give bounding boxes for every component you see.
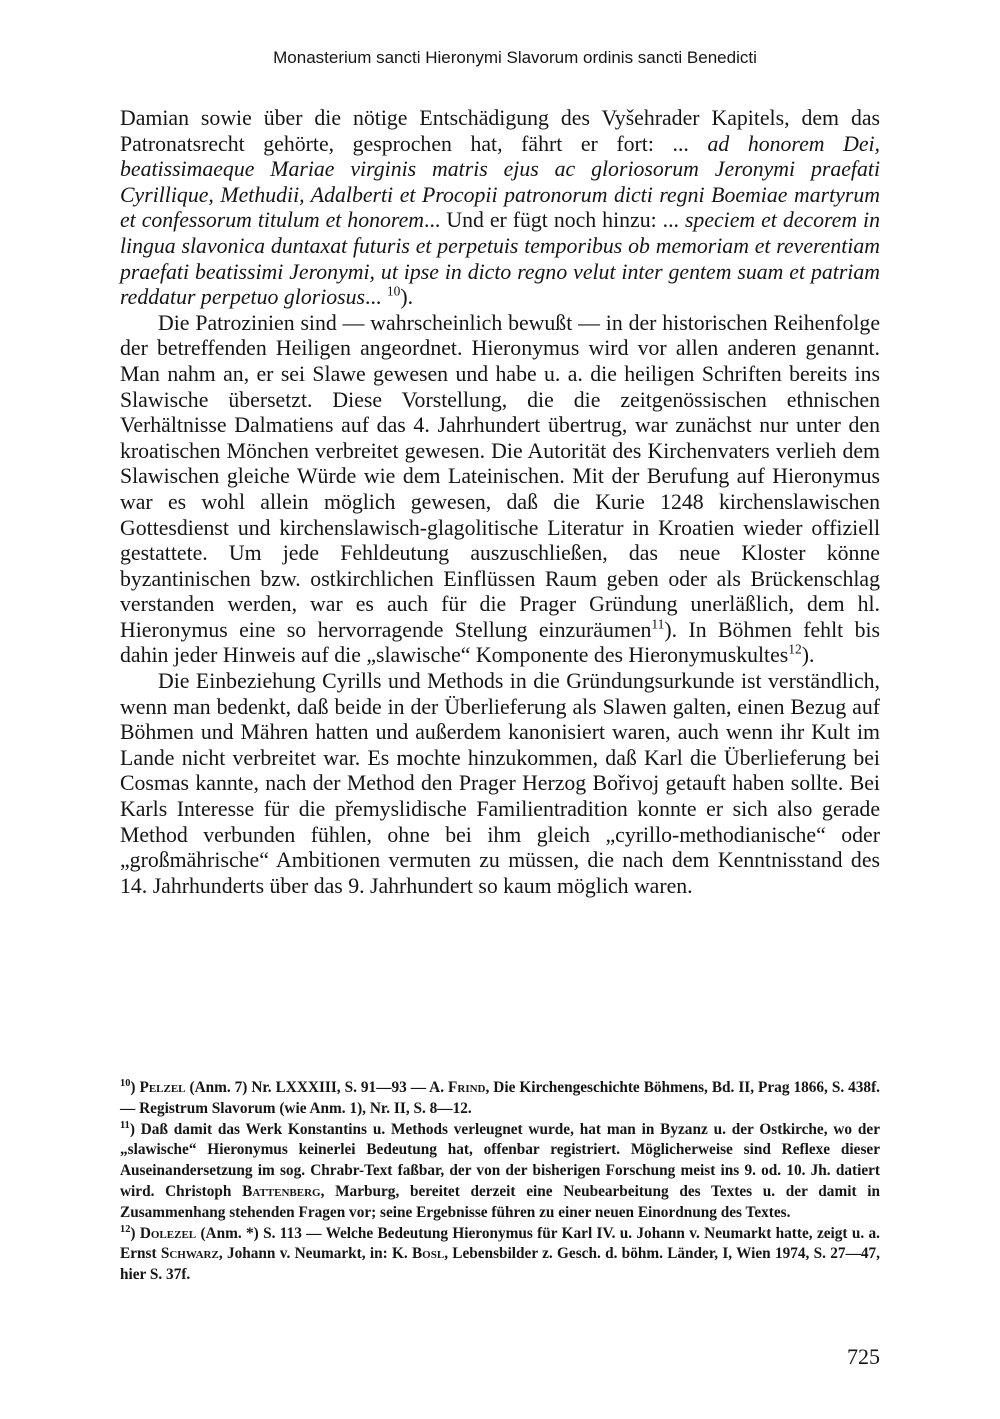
footnotes [120,1078,880,1286]
text-run: ... [365,285,387,310]
text-run: Die Patrozinien sind — wahrscheinlich bewußt — in der historischen Reihenfolge der betreffenden Heiligen angeordnet. Hieronymus wird vor allen anderen genannt. Man nahm an, er sei Slawe gewesen und habe u. a. die heiligen Schriften bereits ins Slawische übersetzt. Diese Vorstellung, die die zeitgenössischen ethnischen Verhältnisse Dalmatiens auf das 4. Jahrhundert übertrug, war zunächst nur unter den kroatischen Mönchen verbreitet gewesen. Die Autorität des Kirchenvaters verlieh dem Slawischen gleiche Würde wie dem Lateinischen. Mit der Berufung auf Hieronymus war es wohl allein möglich gewesen, daß die Kurie 1248 kirchenslawischen Gottesdienst und kirchenslawisch-glagolitische Literatur in Kroatien wieder offiziell gestattete. Um jede Fehldeutung auszuschließen, das neue Kloster könne byzantinischen bzw. ostkirchlichen Einflüssen Raum geben oder als Brückenschlag verstanden werden, war es auch für die Prager Gründung unerläßlich, dem hl. Hieronymus eine so hervorragende Stellung einzuräumen [120,310,880,642]
text-run: (Anm. *) S. 113 — Welche Bedeutung Hieronymus für Karl IV. u. Johann v. Neumarkt hatte, zeigt u. a. Ernst [120,1224,880,1263]
paragraph [120,106,880,311]
text-run: , Johann v. Neumarkt, in: K. [218,1245,412,1263]
text-run: Damian sowie über die nötige Entschädigung des Vyšehrader Kapitels, dem das Patronatsrecht gehörte, gesprochen hat, fährt er fort: ... [120,106,880,156]
page-number: 725 [847,1344,880,1369]
footnote-marker: 10 [386,283,401,299]
text-run: , Lebensbilder z. Gesch. d. böhm. Länder, I, Wien 1974, S. 27—47, hier S. 37f. [120,1245,880,1284]
text-run: ad honorem Dei, beatissimaeque Mariae virginis matris ejus ac gloriosorum Jeronymi praefati Cyrillique, Methudii, Adalberti et Procopii patronorum dicti regni Boemiae martyrum et confessorum titulum et honorem [120,131,880,233]
footnote-marker: 11 [651,616,665,632]
author-name: Dolezel [139,1224,197,1242]
author-name: Schwarz [160,1245,219,1263]
footnote-marker: 10 [120,1077,131,1089]
author-name: Pelzel [139,1079,186,1096]
paragraph [120,669,880,899]
author-name: Battenberg [242,1182,321,1200]
text-run: (Anm. 7) Nr. LXXXIII, S. 91—93 — A. [185,1079,449,1096]
text-run: ). In Böhmen fehlt bis dahin jeder Hinweis auf die „slawische“ Komponente des Hieronymuskultes [120,617,881,668]
footnote [120,1078,880,1120]
text-run: ). [400,285,414,310]
body-text [120,106,880,899]
text-run: ) Daß damit das Werk Konstantins u. Methods verleugnet wurde, hat man in Byzanz u. der Ostkirche, wo der „slawische“ Hieronymus keinerlei Bedeutung hat, offenbar registriert. Möglicherweise sind Reflexe dieser Auseinandersetzung im sog. Chrabr-Text faßbar, der von der bisherigen Forschung meist ins 9. od. 10. Jh. datiert wird. Christoph [120,1120,880,1200]
text-run: speciem et decorem in lingua slavonica duntaxat futuris et perpetuis temporibus ob memoriam et reverentiam praefati beatissimi Jeronymi, ut ipse in dicto regno velut inter gentem suam et patriam reddatur perpetuo gloriosus [120,208,880,310]
text-run: , Die Kirchengeschichte Böhmens, Bd. II, Prag 1866, S. 438f. — Registrum Slavorum (wie Anm. 1), Nr. II, S. 8—12. [120,1079,881,1117]
footnote [120,1120,880,1224]
running-head: Monasterium sancti Hieronymi Slavorum ordinis sancti Benedicti [273,48,757,67]
footnote-marker: 11 [120,1119,130,1131]
footnote [120,1224,880,1286]
text-run: ) [130,1224,140,1242]
author-name: Bosl [411,1245,445,1263]
text-run: , Marburg, bereitet derzeit eine Neubearbeitung des Textes u. der damit in Zusammenhang stehenden Fragen vor; seine Ergebnisse führen zu einer neuen Einordnung des Textes. [120,1182,880,1221]
author-name: Frind [448,1079,486,1096]
text-run: ) [130,1079,140,1096]
footnote-marker: 12 [788,642,802,658]
text-run: Die Einbeziehung Cyrills und Methods in die Gründungsurkunde ist verständlich, wenn man bedenkt, daß beide in der Überlieferung als Slawen galten, einen Bezug auf Böhmen und Mähren hatten und außerdem kanonisiert waren, auch wenn ihr Kult im Lande nicht verbreitet war. Es mochte hinzukommen, daß Karl die Überlieferung bei Cosmas kannte, nach der Method den Prager Herzog Bořivoj getauft haben sollte. Bei Karls Interesse für die přemyslidische Familientradition konnte er sich also gerade Method verbunden fühlen, ohne bei ihm gleich „cyrillo-methodianische“ oder „großmährische“ Ambitionen vermuten zu müssen, die nach dem Kenntnisstand des 14. Jahrhunderts über das 9. Jahrhundert so kaum möglich waren. [120,669,880,898]
text-run: ). [801,643,815,668]
footnote-marker: 12 [120,1223,131,1235]
paragraph [120,311,880,669]
text-run: ... Und er fügt noch hinzu: ... [424,208,685,233]
